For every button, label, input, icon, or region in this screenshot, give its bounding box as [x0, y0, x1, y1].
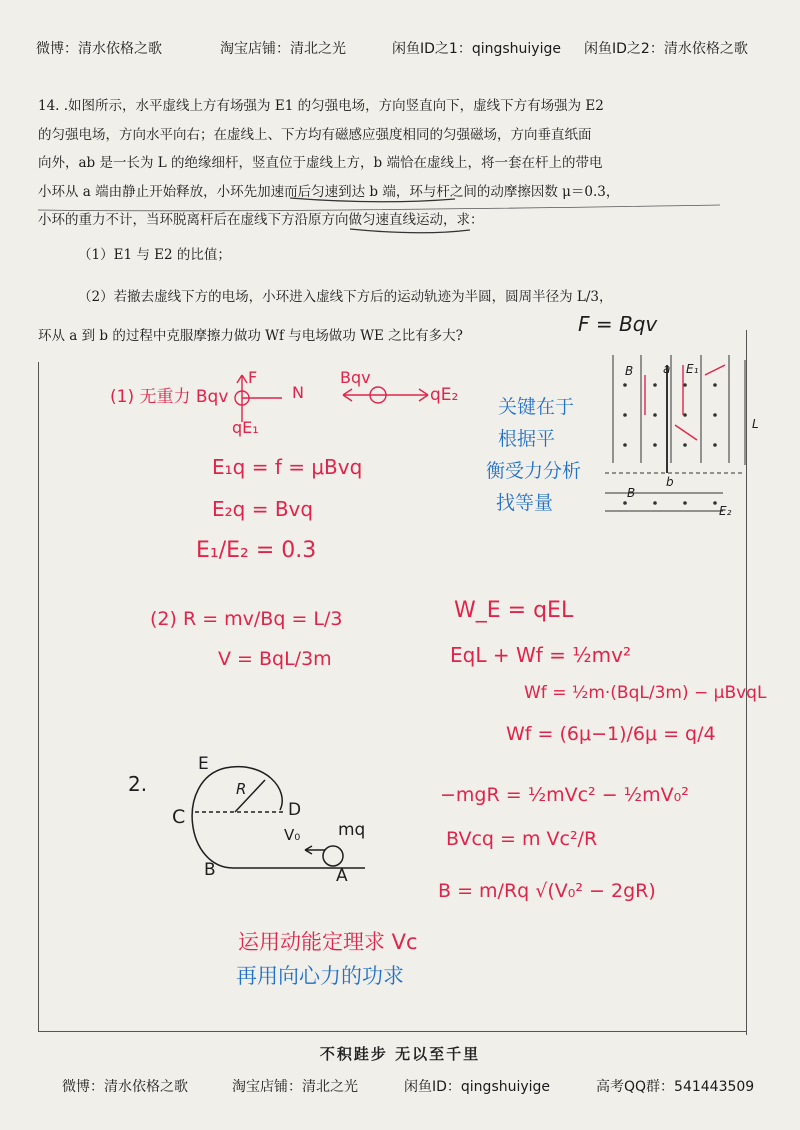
fig-label-E2: E₂: [719, 504, 732, 518]
blue-note-2: 根据平: [498, 428, 556, 450]
note-2-radius: (2) R = mv/Bq = L/3: [150, 608, 343, 630]
sketch-label-D: D: [288, 800, 302, 820]
header-xianyu-2: 闲鱼ID之2：清水依格之歌: [584, 41, 748, 57]
sketch-label-A: A: [336, 866, 348, 886]
footer-qq: 高考QQ群：541443509: [596, 1079, 755, 1095]
sketch-label-V0: V₀: [284, 826, 301, 844]
fig-label-a: a: [663, 362, 671, 376]
motto: 不积跬步 无以至千里: [319, 1045, 481, 1063]
note-1-heading: (1) 无重力 Bqv: [110, 387, 229, 407]
fig-label-B-top: B: [625, 364, 634, 378]
blue-note-4: 找等量: [496, 492, 554, 514]
blue-note-3: 衡受力分析: [486, 460, 582, 482]
footer-xianyu: 闲鱼ID：qingshuiyige: [404, 1079, 551, 1095]
note-2-energy: EqL + Wf = ½mv²: [450, 643, 631, 667]
problem-line-5: 小环的重力不计，当环脱离杆后在虚线下方沿原方向做匀速直线运动，求：: [38, 212, 484, 228]
sketch-label-R: R: [236, 780, 247, 798]
note-2-Wf-1: Wf = ½m·(BqL/3m) − μBvqL: [524, 683, 767, 703]
note-1-eq-1: E₁q = f = μBvq: [212, 455, 363, 479]
note-2-velocity: V = BqL/3m: [218, 648, 332, 670]
note-1-ratio: E₁/E₂ = 0.3: [196, 538, 317, 563]
problem-line-4: 小环从 a 端由静止开始释放，小环先加速而后匀速到达 b 端，环与杆之间的动摩擦因数 μ＝0.3，: [38, 183, 620, 200]
note-force-formula: F = Bqv: [578, 312, 658, 336]
blue-note-1: 关键在于: [498, 396, 575, 418]
sketch-label-E: E: [198, 754, 209, 774]
note-2-WE: W_E = qEL: [454, 598, 574, 623]
note-4-red: 运用动能定理求 Vc: [238, 930, 418, 954]
note-1-qE2: qE₂: [430, 385, 459, 405]
note-1-arrow-sketch: [338, 380, 498, 420]
footer-taobao: 淘宝店铺：清北之光: [232, 1079, 358, 1095]
note-1-eq-2: E₂q = Bvq: [212, 497, 314, 521]
problem-line-2: 的匀强电场，方向水平向右；在虚线上、下方均有磁感应强度相同的匀强磁场，方向垂直纸面: [38, 126, 592, 143]
note-4-blue: 再用向心力的功求: [236, 964, 404, 988]
header-taobao: 淘宝店铺：清北之光: [220, 41, 346, 57]
frame-left-border: [38, 362, 39, 1032]
note-3-centripetal: BVcq = m Vc²/R: [446, 828, 598, 850]
fig-label-E1: E₁: [686, 362, 699, 376]
sketch-label-mq: mq: [338, 820, 366, 840]
note-3-B: B = m/Rq √(V₀² − 2gR): [438, 880, 656, 902]
fig-label-L: L: [752, 417, 759, 431]
sketch-label-B: B: [204, 860, 216, 880]
fig-label-b: b: [666, 475, 674, 489]
header-xianyu-1: 闲鱼ID之1：qingshuiyige: [392, 41, 561, 57]
question-1: （1）E1 与 E2 的比值；: [78, 246, 231, 263]
header-weibo: 微博：清水依格之歌: [36, 41, 162, 57]
fig-label-B-bottom: B: [627, 486, 636, 500]
question-2-continued: 环从 a 到 b 的过程中克服摩擦力做功 Wf 与电场做功 WE 之比有多大?: [38, 327, 463, 344]
problem-line-1: 14. .如图所示，水平虚线上方有场强为 E1 的匀强电场，方向竖直向下，虚线下方有场强为 E2: [38, 98, 604, 114]
note-3-energy: −mgR = ½mVc² − ½mV₀²: [440, 784, 689, 806]
note-2-Wf-2: Wf = (6μ−1)/6μ = q/4: [506, 723, 716, 745]
problem-line-3: 向外，ab 是一长为 L 的绝缘细杆，竖直位于虚线上方，b 端恰在虚线上，将一套在杆上的带电: [38, 155, 603, 171]
frame-bottom-border: [38, 1031, 747, 1032]
note-1-Bqv: Bqv: [340, 368, 371, 387]
sketch-number: 2.: [128, 772, 148, 796]
footer-weibo: 微博：清水依格之歌: [62, 1079, 188, 1095]
note-1-qE1: qE₁: [232, 418, 259, 437]
sketch-label-C: C: [172, 806, 186, 828]
note-1-F: F: [248, 368, 258, 387]
question-2: （2）若撤去虚线下方的电场，小环进入虚线下方后的运动轨迹为半圆，圆周半径为 L/3，: [78, 289, 613, 305]
note-1-N: N: [292, 383, 304, 402]
note-1-force-sketch: [220, 370, 290, 430]
